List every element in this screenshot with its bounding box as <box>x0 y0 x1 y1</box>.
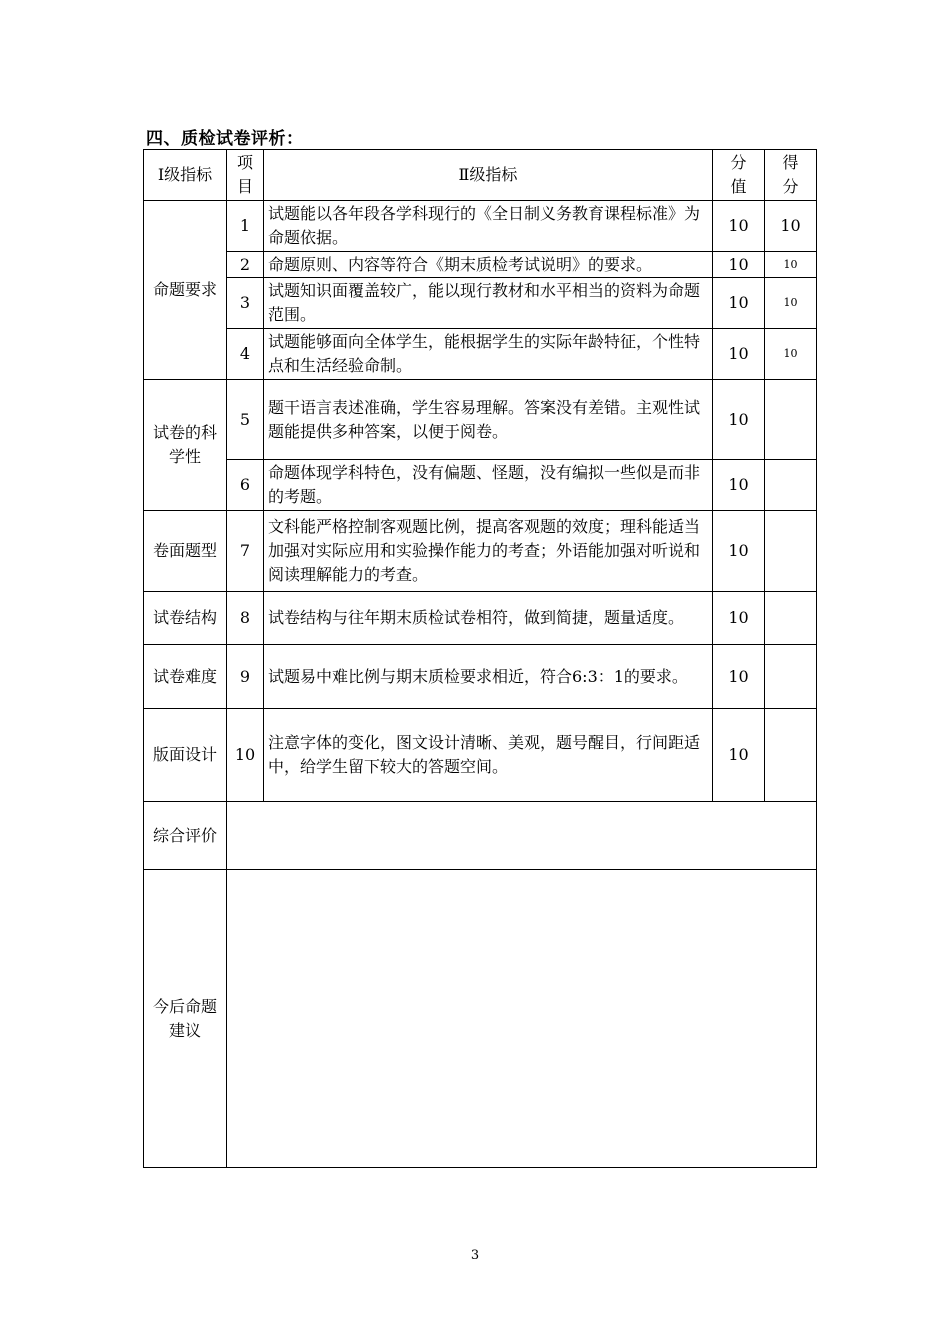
row-value: 10 <box>713 252 765 278</box>
table-row <box>144 329 817 380</box>
table-row <box>144 592 817 645</box>
row-description: 试题能够面向全体学生，能根据学生的实际年龄特征，个性特点和生活经验命制。 <box>264 329 713 380</box>
group-label: 试卷结构 <box>144 592 227 645</box>
header-item: 项目 <box>227 150 264 201</box>
table-row <box>144 460 817 511</box>
row-number: 10 <box>227 709 264 802</box>
row-score <box>765 645 817 709</box>
table-header-row <box>144 150 817 201</box>
header-level2: Ⅱ级指标 <box>264 150 713 201</box>
summary-content[interactable] <box>227 802 817 870</box>
row-description: 试卷结构与往年期末质检试卷相符，做到简捷，题量适度。 <box>264 592 713 645</box>
row-value: 10 <box>713 511 765 592</box>
row-score <box>765 511 817 592</box>
row-description: 命题原则、内容等符合《期末质检考试说明》的要求。 <box>264 252 713 278</box>
row-score <box>765 460 817 511</box>
suggestion-content[interactable] <box>227 870 817 1168</box>
evaluation-table <box>143 149 817 1168</box>
row-value: 10 <box>713 278 765 329</box>
row-number: 6 <box>227 460 264 511</box>
row-value: 10 <box>713 380 765 460</box>
header-score-value: 分值 <box>713 150 765 201</box>
row-value: 10 <box>713 460 765 511</box>
row-description: 试题知识面覆盖较广，能以现行教材和水平相当的资料为命题范围。 <box>264 278 713 329</box>
header-score-got: 得分 <box>765 150 817 201</box>
section-title: 四、质检试卷评析： <box>146 129 304 149</box>
group-label: 试卷的科学性 <box>144 380 227 511</box>
group-label: 版面设计 <box>144 709 227 802</box>
row-score: 10 <box>765 201 817 252</box>
row-number: 5 <box>227 380 264 460</box>
row-value: 10 <box>713 645 765 709</box>
table-row <box>144 380 817 460</box>
table-row <box>144 201 817 252</box>
table-row <box>144 511 817 592</box>
row-score: 10 <box>765 278 817 329</box>
row-description: 试题能以各年段各学科现行的《全日制义务教育课程标准》为命题依据。 <box>264 201 713 252</box>
row-value: 10 <box>713 709 765 802</box>
row-number: 1 <box>227 201 264 252</box>
row-score <box>765 380 817 460</box>
table-row <box>144 252 817 278</box>
row-score: 10 <box>765 329 817 380</box>
table-row <box>144 645 817 709</box>
row-description: 题干语言表述准确，学生容易理解。答案没有差错。主观性试题能提供多种答案，以便于阅卷。 <box>264 380 713 460</box>
group-label: 卷面题型 <box>144 511 227 592</box>
row-score <box>765 592 817 645</box>
row-description: 注意字体的变化，图文设计清晰、美观，题号醒目，行间距适中，给学生留下较大的答题空间。 <box>264 709 713 802</box>
row-value: 10 <box>713 201 765 252</box>
row-number: 4 <box>227 329 264 380</box>
suggestion-row <box>144 870 817 1168</box>
row-number: 2 <box>227 252 264 278</box>
table-row <box>144 278 817 329</box>
summary-label: 综合评价 <box>144 802 227 870</box>
page-number: 3 <box>470 1248 480 1263</box>
row-value: 10 <box>713 592 765 645</box>
row-description: 文科能严格控制客观题比例，提高客观题的效度；理科能适当加强对实际应用和实验操作能力的考查；外语能加强对听说和阅读理解能力的考查。 <box>264 511 713 592</box>
row-description: 试题易中难比例与期末质检要求相近，符合6:3：1的要求。 <box>264 645 713 709</box>
row-number: 3 <box>227 278 264 329</box>
row-number: 8 <box>227 592 264 645</box>
suggestion-label: 今后命题建议 <box>144 870 227 1168</box>
group-label: 试卷难度 <box>144 645 227 709</box>
row-number: 7 <box>227 511 264 592</box>
row-score: 10 <box>765 252 817 278</box>
summary-row <box>144 802 817 870</box>
header-level1: Ⅰ级指标 <box>144 150 227 201</box>
table-row <box>144 709 817 802</box>
row-description: 命题体现学科特色，没有偏题、怪题，没有编拟一些似是而非的考题。 <box>264 460 713 511</box>
row-number: 9 <box>227 645 264 709</box>
row-score <box>765 709 817 802</box>
row-value: 10 <box>713 329 765 380</box>
group-label: 命题要求 <box>144 201 227 380</box>
